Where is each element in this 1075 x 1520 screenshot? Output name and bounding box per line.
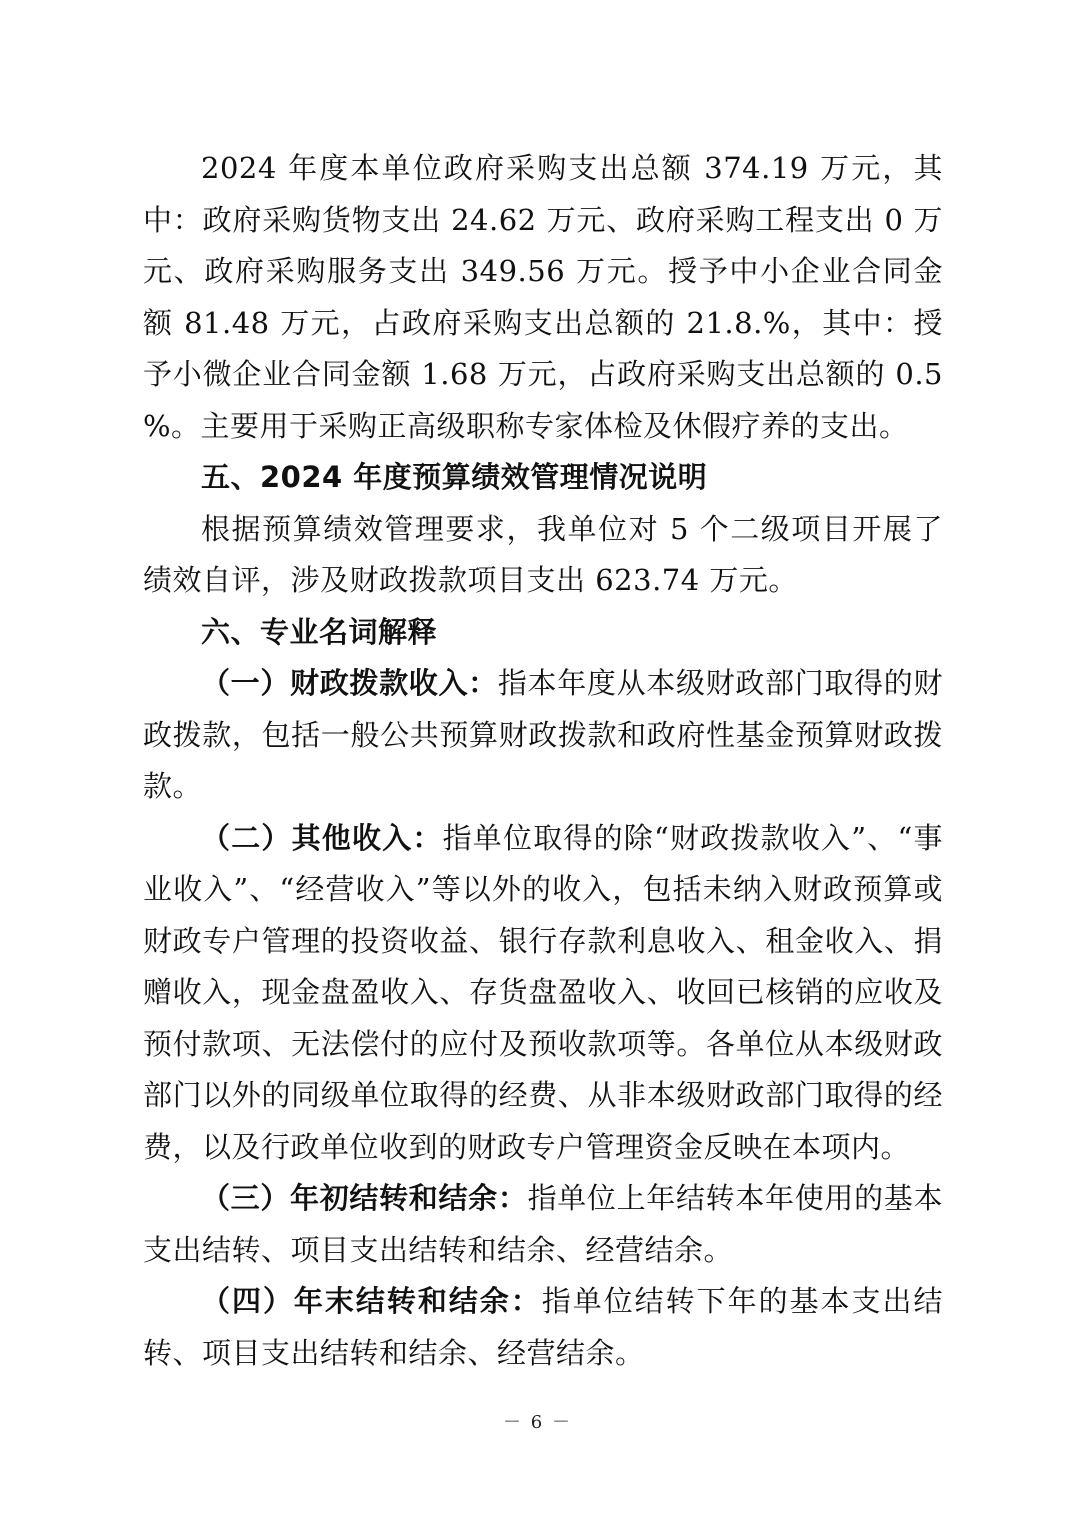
glossary-definition: 指单位结转下年的基本支出结转、项目支出结转和结余、经营结余。: [143, 1284, 943, 1370]
glossary-term: （四）年末结转和结余：: [201, 1284, 542, 1318]
glossary-item: [143, 658, 943, 813]
glossary-term: （三）年初结转和结余：: [201, 1181, 528, 1215]
procurement-paragraph: 2024 年度本单位政府采购支出总额 374.19 万元，其中：政府采购货物支出 24.62 万元、政府采购工程支出 0 万元、政府采购服务支出 349.56 万元。授予中小企业合同金额 81.48 万元，占政府采购支出总额的 21.8.%，其中：授予小微企业合同金额 1.68 万元，占政府采购支出总额的 0.5 %。主要用于采购正高级职称专家体检及休假疗养的支出。: [143, 151, 943, 443]
glossary-term: （一）财政拨款收入：: [201, 666, 498, 700]
glossary-item: [143, 1173, 943, 1276]
glossary-definition: 指单位取得的除“财政拨款收入”、“事业收入”、“经营收入”等以外的收入，包括未纳入财政预算或财政专户管理的投资收益、银行存款利息收入、租金收入、捐赠收入，现金盘盈收入、存货盘盈收入、收回已核销的应收及预付款项、无法偿付的应付及预收款项等。各单位从本级财政部门以外的同级单位取得的经费、从非本级财政部门取得的经费，以及行政单位收到的财政专户管理资金反映在本项内。: [143, 820, 943, 1164]
glossary-item: [143, 813, 943, 1174]
section-heading-glossary: 六、专业名词解释: [201, 614, 438, 649]
document-body: [143, 143, 943, 1379]
page-number: － 6 －: [503, 1412, 572, 1433]
glossary-definition: 指单位上年结转本年使用的基本支出结转、项目支出结转和结余、经营结余。: [143, 1181, 943, 1267]
section-heading-performance: 五、2024 年度预算绩效管理情况说明: [201, 460, 708, 494]
performance-paragraph: 根据预算绩效管理要求，我单位对 5 个二级项目开展了绩效自评，涉及财政拨款项目支出 623.74 万元。: [143, 511, 943, 597]
glossary-definition: 指本年度从本级财政部门取得的财政拨款，包括一般公共预算财政拨款和政府性基金预算财政拨款。: [143, 666, 943, 803]
glossary-term: （二）其他收入：: [201, 820, 443, 855]
glossary-item: [143, 1276, 943, 1379]
